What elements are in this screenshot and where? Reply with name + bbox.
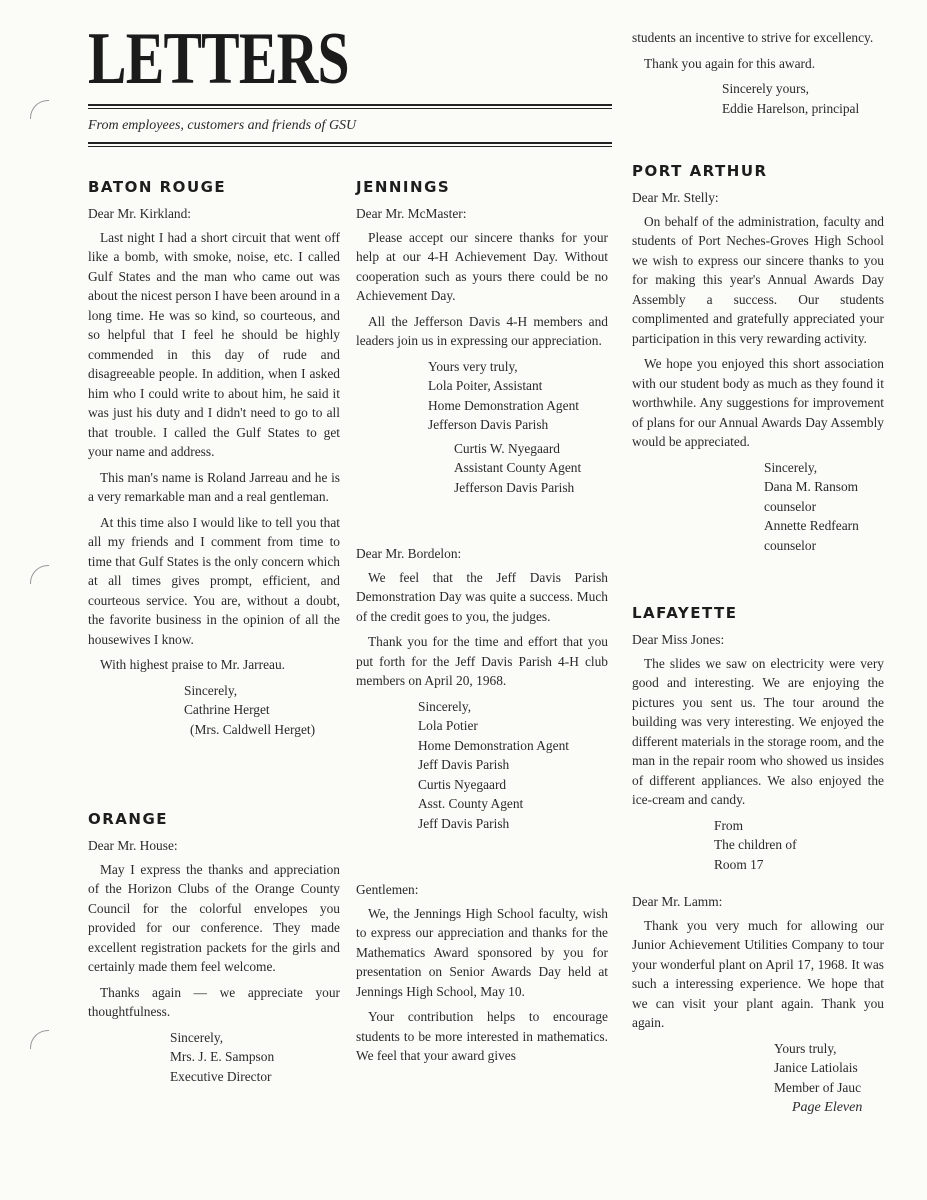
signature-line: Sincerely, xyxy=(418,698,472,714)
section-heading: LAFAYETTE xyxy=(632,604,738,622)
signature-line: Eddie Harelson, principal xyxy=(722,100,860,116)
paragraph: Thank you for the time and effort that you put forth for the Jeff Davis Parish 4-H club members on April 20, 1968. xyxy=(356,634,608,688)
letter-port-arthur xyxy=(632,162,884,555)
signature-line: Janice Latiolais xyxy=(774,1060,858,1075)
signature-line: Sincerely yours, xyxy=(722,81,810,96)
paragraph: This man's name is Roland Jarreau and he is a very remarkable man and a real gentleman. xyxy=(88,469,340,504)
section-heading: JENNINGS xyxy=(356,178,451,196)
letter-lafayette-2 xyxy=(632,892,884,1097)
letter-orange xyxy=(88,810,340,1086)
signature-line: Executive Director xyxy=(170,1068,272,1084)
paragraph: We, the Jennings High School faculty, wish to express our appreciation and thanks for the Mathematics Award sponsored by you for presentation on Senior Awards Day held at Jennings High School, May 10. xyxy=(356,905,608,999)
letter-jennings-2 xyxy=(356,544,608,833)
paragraph: students an incentive to strive for excellency. xyxy=(632,30,874,45)
signature-block xyxy=(632,79,884,118)
signature-line: Sincerely, xyxy=(184,682,238,698)
salutation: Dear Mr. McMaster: xyxy=(356,206,467,221)
paragraph: We hope you enjoyed this short association with our student body as much as they found it worthwhile. Any suggestions for improvement of plans for our Annual Awards Day Assembly would be appreciated. xyxy=(632,356,884,449)
signature-line: Home Demonstration Agent xyxy=(428,397,579,413)
signature-line: Cathrine Herget xyxy=(184,702,270,717)
signature-line: Asst. County Agent xyxy=(418,796,524,811)
signature-line: Dana M. Ransom xyxy=(764,479,859,494)
section-heading: ORANGE xyxy=(88,810,169,828)
signature-line: Yours truly, xyxy=(774,1040,837,1056)
signature-block xyxy=(356,357,608,498)
signature-line: Jefferson Davis Parish xyxy=(454,479,575,495)
paragraph: The slides we saw on electricity were very good and interesting. We are enjoying the pictures you sent us. The tour around the building was very interesting. We enjoyed the different materials in the storage room, and the man in the repair room who showed us insides of different appliances. We also enjoyed the ice-cream and candy. xyxy=(632,655,884,807)
signature-block xyxy=(88,681,340,740)
letter-jennings-3 xyxy=(356,880,608,1072)
paragraph: Thanks again — we appreciate your thoughtfulness. xyxy=(88,984,340,1019)
page-number: Page Eleven xyxy=(792,1100,863,1115)
divider xyxy=(88,104,612,106)
signature-line: counselor xyxy=(764,537,817,553)
signature-block xyxy=(356,697,608,834)
signature-block xyxy=(632,816,884,875)
signature-line: Jeff Davis Parish xyxy=(418,757,510,772)
paragraph: We feel that the Jeff Davis Parish Demonstration Day was quite a success. Much of the credit goes to you, the judges. xyxy=(356,569,608,624)
signature-block xyxy=(632,1039,884,1098)
signature-line: Sincerely, xyxy=(764,459,818,475)
tagline: From employees, customers and friends of GSU xyxy=(88,118,357,133)
letter-baton-rouge xyxy=(88,178,340,739)
signature-line: Yours very truly, xyxy=(428,358,518,374)
signature-line: counselor xyxy=(764,498,817,514)
paragraph: With highest praise to Mr. Jarreau. xyxy=(100,657,286,672)
signature-line: Home Demonstration Agent xyxy=(418,737,569,753)
signature-line: Jeff Davis Parish xyxy=(418,815,510,831)
paragraph: May I express the thanks and appreciation of the Horizon Clubs of the Orange County Council for the colorful envelopes you provided for our conference. They made excellent registration packets for the girls and certainly made them feel welcome. xyxy=(88,861,340,974)
paragraph: Last night I had a short circuit that went off like a bomb, with smoke, noise, etc. I called Gulf States and the man who came out was about the nicest person I have been around in a long time. He was so kind, so courteous, and so helpful that I feel he should be highly commended in this day of rude and disagreeable people. In addition, when I asked him who I could write to about him, he said it was just his duty and I didn't need to go to all that trouble. I called the Gulf States to get your name and address. xyxy=(88,229,340,459)
section-heading: PORT ARTHUR xyxy=(632,162,768,180)
binder-hole-mark xyxy=(30,100,49,119)
salutation: Dear Mr. Kirkland: xyxy=(88,206,192,221)
paragraph: Thank you again for this award. xyxy=(644,55,816,71)
divider xyxy=(88,108,612,109)
signature-line: (Mrs. Caldwell Herget) xyxy=(190,721,316,737)
signature-block xyxy=(632,458,884,556)
binder-hole-mark xyxy=(30,565,49,584)
divider xyxy=(88,146,612,147)
salutation: Dear Mr. Bordelon: xyxy=(356,546,462,561)
signature-line: Lola Potier xyxy=(418,718,478,733)
salutation: Dear Mr. Stelly: xyxy=(632,190,719,205)
signature-line: Sincerely, xyxy=(170,1029,224,1045)
signature-line: Assistant County Agent xyxy=(454,460,582,475)
letter-jennings-1 xyxy=(356,178,608,497)
salutation: Dear Mr. House: xyxy=(88,838,178,853)
letter-continuation xyxy=(632,28,884,118)
salutation: Dear Miss Jones: xyxy=(632,632,725,647)
paragraph: On behalf of the administration, faculty and students of Port Neches-Groves High School we wish to express our sincere thanks to you for making this year's Annual Awards Day Assembly a success. Our students complimented and gratefully appreciated your participation in this very rewarding activity. xyxy=(632,213,884,346)
paragraph: Please accept our sincere thanks for your help at our 4-H Achievement Day. Without cooperation such as yours there could be no Achievement Day. xyxy=(356,229,608,303)
signature-line: Annette Redfearn xyxy=(764,518,859,533)
paragraph: At this time also I would like to tell you that all my friends and I comment from time to time that Gulf States is the only concern which at all times gives prompt, efficient, and courteous service. You are, without a doubt, the favorite business in the opinion of all the housewives I know. xyxy=(88,514,340,647)
signature-line: Curtis W. Nyegaard xyxy=(454,440,560,456)
signature-line: Room 17 xyxy=(714,856,764,872)
signature-line: Mrs. J. E. Sampson xyxy=(170,1049,275,1064)
paragraph: Your contribution helps to encourage students to be more interested in mathematics. We feel that your award gives xyxy=(356,1009,608,1063)
masthead-title: LETTERS xyxy=(88,18,349,100)
signature-line: Jefferson Davis Parish xyxy=(428,417,549,432)
paragraph: All the Jefferson Davis 4-H members and leaders join us in expressing our appreciation. xyxy=(356,313,608,348)
divider xyxy=(88,142,612,144)
salutation: Dear Mr. Lamm: xyxy=(632,894,723,909)
signature-line: Member of Jauc xyxy=(774,1079,862,1095)
signature-line: Lola Poiter, Assistant xyxy=(428,378,543,393)
salutation: Gentlemen: xyxy=(356,882,419,897)
paragraph: Thank you very much for allowing our Junior Achievement Utilities Company to tour your wonderful plant on April 17, 1968. It was such a interessing experience. We hope that we can visit your plant again. Thank you again. xyxy=(632,917,884,1030)
signature-line: Curtis Nyegaard xyxy=(418,776,507,792)
signature-line: The children of xyxy=(714,837,797,852)
binder-hole-mark xyxy=(30,1030,49,1049)
letter-lafayette-1 xyxy=(632,604,884,874)
signature-block xyxy=(88,1028,340,1087)
section-heading: BATON ROUGE xyxy=(88,178,227,196)
signature-line: From xyxy=(714,817,744,833)
